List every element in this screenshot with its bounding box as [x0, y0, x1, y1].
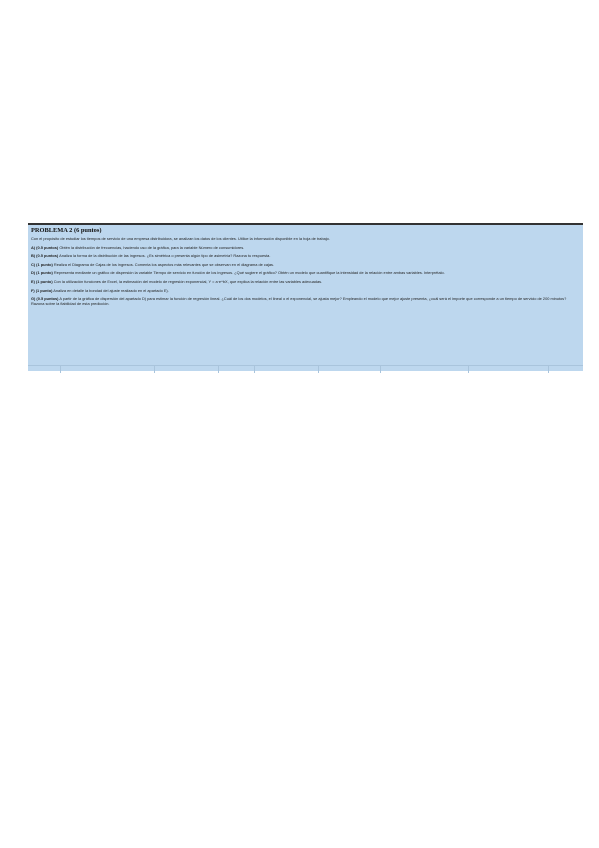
cell-divider: [468, 365, 469, 373]
item-label: E) (1 punto): [31, 278, 53, 284]
cell-divider: [380, 365, 381, 373]
spreadsheet-problem-block: [28, 223, 583, 371]
cell-gridline: [28, 365, 583, 366]
item-label: B) (0.5 puntos): [31, 253, 59, 259]
cell-divider: [548, 365, 549, 373]
item-text: Obtén la distribución de frecuencias, haciendo uso de la gráfica, para la variable Número de consumidores.: [59, 244, 245, 250]
item-text: Con la utilización funciones de Excel, la estimación del modelo de regresión exponencial, Y = a·e^bX, que explica la relación entre las variables adecuadas.: [53, 278, 323, 284]
item-text: Analiza la forma de la distribución de las ingresos. ¿Es simétrica o presenta algún tipo de asimetría? Razona tu respuesta.: [59, 253, 271, 259]
problem-item-g: [31, 296, 580, 306]
item-label: F) (1 punto): [31, 287, 53, 293]
problem-item-d: [31, 270, 580, 275]
item-text: Realiza el Diagrama de Cajas de los ingresos. Comenta los aspectos más relevantes que se observan en el diagrama de cajas.: [53, 261, 275, 267]
cell-divider: [318, 365, 319, 373]
problem-item-c: [31, 262, 580, 267]
item-text: Analiza en detalle la bondad del ajuste realizado en el apartado E).: [53, 287, 169, 293]
problem-item-f: [31, 288, 580, 293]
item-label: A) (0.5 puntos): [31, 244, 59, 250]
cell-divider: [60, 365, 61, 373]
item-label: D) (1 punto): [31, 270, 53, 276]
cell-divider: [254, 365, 255, 373]
problem-item-a: [31, 245, 580, 250]
item-text: Representa mediante un gráfico de dispersión la variable Tiempo de servicio en función de los ingresos. ¿Qué sugiere el gráfico? Obtén un modelo que cuantifique la intensidad de la relación entre ambas variables. Interprétalo.: [53, 270, 445, 276]
problem-title: PROBLEMA 2 (6 puntos): [31, 227, 102, 234]
item-label: G) (0.5 puntos): [31, 296, 59, 302]
cell-divider: [154, 365, 155, 373]
item-text: A partir de la gráfica de dispersión del apartado D) para estimar la función de regresión lineal. ¿Cuál de los dos modelos, el lineal o el exponencial, se ajusta mejor? Empleando el modelo que mejor ajuste presenta, ¿cuál será el importe que corresponde a un tiempo de servicio de 200 minutos? Razona sobre la fiabilidad de esta predicción.: [31, 296, 567, 307]
item-label: C) (1 punto): [31, 261, 53, 267]
problem-item-e: [31, 279, 580, 284]
problem-item-b: [31, 253, 580, 258]
problem-intro: Con el propósito de estudiar los tiempos de servicio de una empresa distribuidora, se analizan los datos de los clientes. Utilice la información disponible en la hoja de trabajo.: [31, 236, 330, 241]
cell-divider: [218, 365, 219, 373]
